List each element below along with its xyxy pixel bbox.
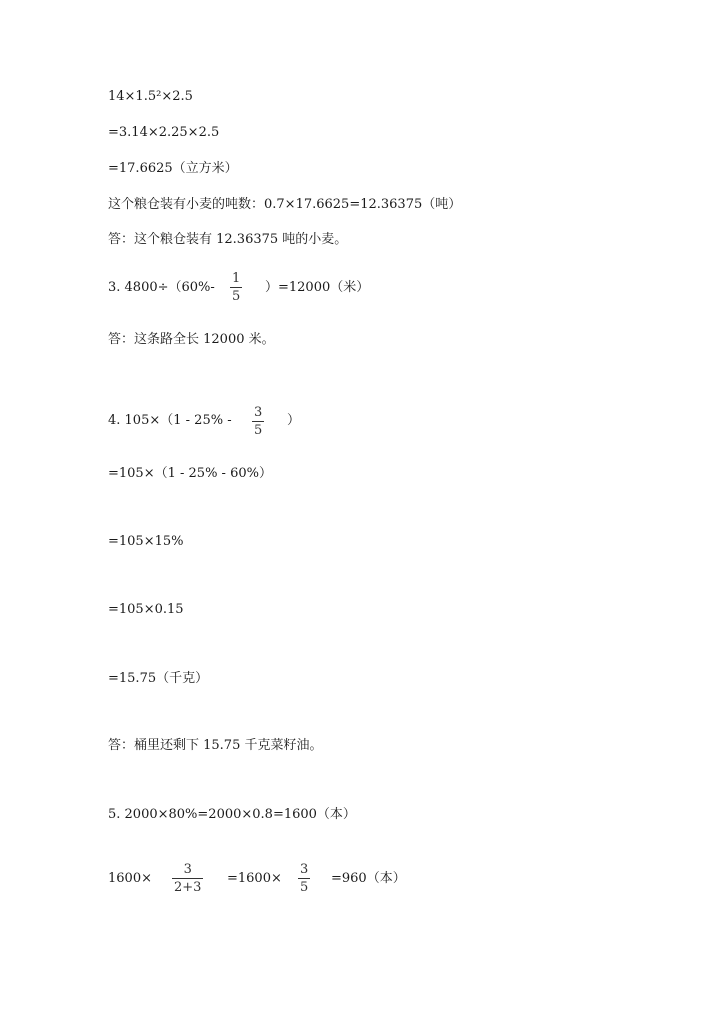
calc-line-oil-step3: =105×0.15	[108, 602, 184, 617]
answer-line-oil: 答：桶里还剩下 15.75 千克菜籽油。	[108, 738, 323, 753]
q3-fraction-numerator: 1	[232, 271, 241, 286]
q4-prefix: 4. 105×（1 - 25% -	[108, 413, 232, 428]
q5b-fraction-1-numerator: 3	[183, 862, 192, 877]
q5b-prefix: 1600×	[108, 871, 152, 886]
q4-fraction-numerator: 3	[254, 405, 263, 420]
calc-line-oil-step2: =105×15%	[108, 534, 184, 549]
answer-line-wheat: 答：这个粮仓装有 12.36375 吨的小麦。	[108, 232, 348, 247]
q5b-fraction-2-numerator: 3	[300, 862, 309, 877]
q4-fraction-denominator: 5	[254, 423, 263, 438]
calc-line-volume-expression: 14×1.5²×2.5	[108, 89, 193, 104]
answer-line-road: 答：这条路全长 12000 米。	[108, 332, 275, 347]
calc-line-oil-step1: =105×（1 - 25% - 60%）	[108, 466, 272, 481]
q5b-mid: =1600×	[227, 871, 282, 886]
q4-suffix: ）	[287, 413, 301, 428]
q4-fraction-bar	[252, 421, 264, 422]
q3-suffix: ）=12000（米）	[265, 280, 370, 295]
q3-fraction	[230, 271, 242, 304]
calc-line-wheat-tons: 这个粮仓装有小麦的吨数：0.7×17.6625=12.36375（吨）	[108, 197, 462, 212]
q5b-fraction-1-denominator: 2+3	[174, 880, 202, 895]
q5b-suffix: =960（本）	[331, 871, 406, 886]
question-5-line: 5. 2000×80%=2000×0.8=1600（本）	[108, 807, 356, 822]
q5b-fraction-2-denominator: 5	[300, 880, 309, 895]
q3-fraction-bar	[230, 287, 242, 288]
calc-line-volume-result: =17.6625（立方米）	[108, 161, 238, 176]
q3-fraction-denominator: 5	[232, 289, 241, 304]
q5b-fraction-1-bar	[172, 878, 203, 879]
q5b-fraction-1	[172, 862, 203, 895]
q5b-fraction-2	[298, 862, 310, 895]
q4-fraction	[252, 405, 264, 438]
q5b-fraction-2-bar	[298, 878, 310, 879]
calc-line-oil-result: =15.75（千克）	[108, 671, 209, 686]
q3-prefix: 3. 4800÷（60%-	[108, 280, 215, 295]
calc-line-volume-step: =3.14×2.25×2.5	[108, 125, 220, 140]
